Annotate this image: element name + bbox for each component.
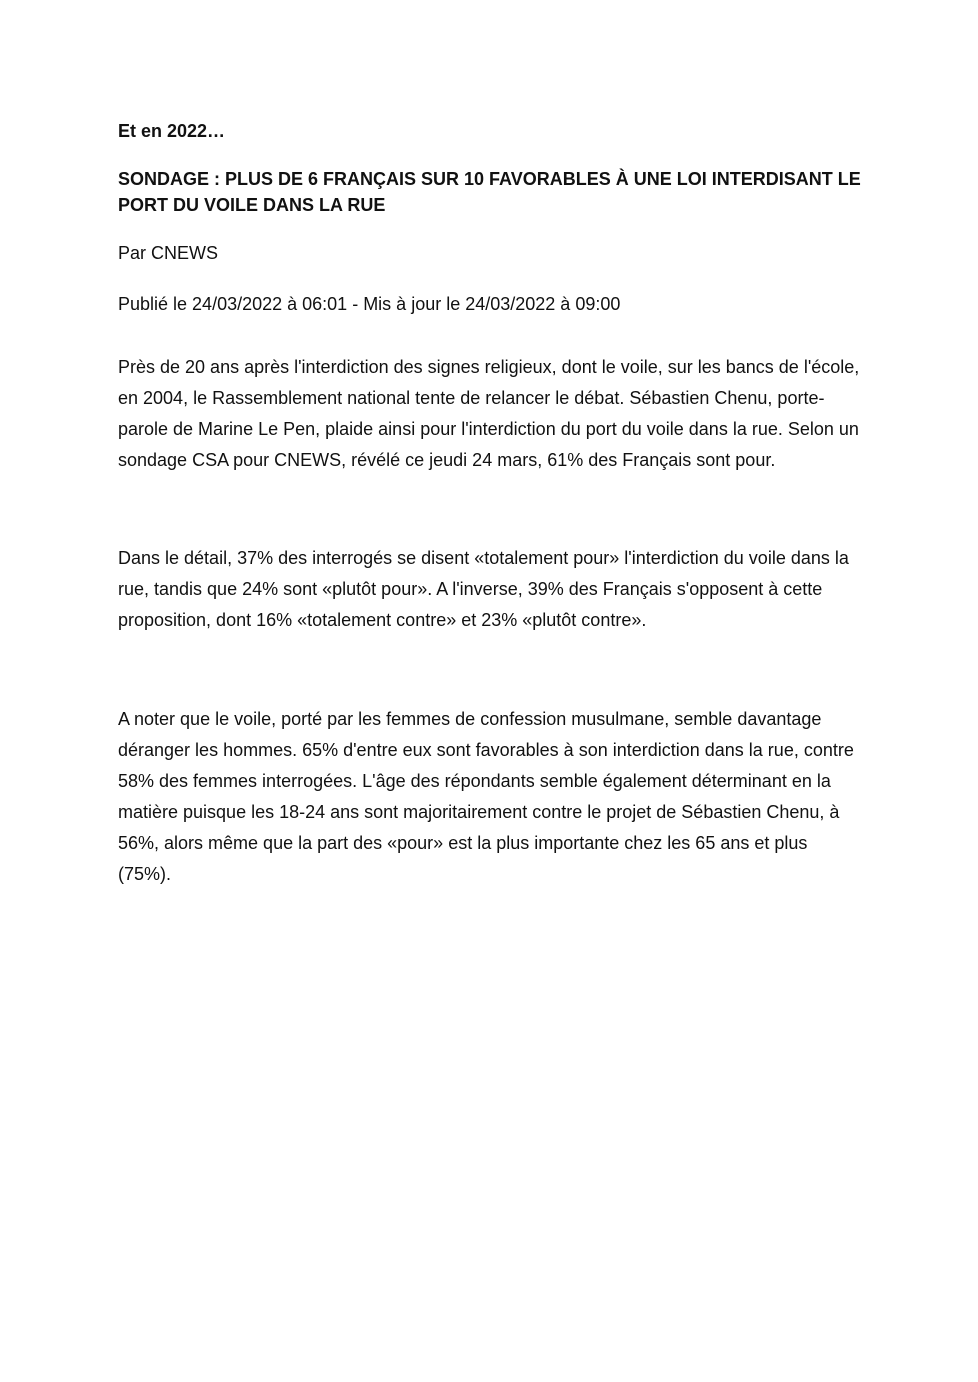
- article-headline: SONDAGE : PLUS DE 6 FRANÇAIS SUR 10 FAVORABLES À UNE LOI INTERDISANT LE PORT DU VOILE DANS LA RUE: [118, 169, 861, 215]
- body-paragraph: A noter que le voile, porté par les femmes de confession musulmane, semble davantage déranger les hommes. 65% d'entre eux sont favorables à son interdiction dans la rue, contre 58% des femmes interrogées. L'âge des répondants semble également déterminant en la matière puisque les 18-24 ans sont majoritairement contre le projet de Sébastien Chenu, à 56%, alors même que la part des «pour» est la plus importante chez les 65 ans et plus (75%).: [118, 709, 854, 884]
- publication-date: Publié le 24/03/2022 à 06:01 - Mis à jour le 24/03/2022 à 09:00: [118, 294, 621, 314]
- body-paragraph: Près de 20 ans après l'interdiction des signes religieux, dont le voile, sur les bancs de l'école, en 2004, le Rassemblement national tente de relancer le débat. Sébastien Chenu, porte-parole de Marine Le Pen, plaide ainsi pour l'interdiction du port du voile dans la rue. Selon un sondage CSA pour CNEWS, révélé ce jeudi 24 mars, 61% des Français sont pour.: [118, 357, 860, 470]
- kicker: Et en 2022…: [118, 121, 226, 141]
- body-paragraph: Dans le détail, 37% des interrogés se disent «totalement pour» l'interdiction du voile dans la rue, tandis que 24% sont «plutôt pour». A l'inverse, 39% des Français s'opposent à cette proposition, dont 16% «totalement contre» et 23% «plutôt contre».: [118, 548, 849, 630]
- byline: Par CNEWS: [118, 243, 219, 263]
